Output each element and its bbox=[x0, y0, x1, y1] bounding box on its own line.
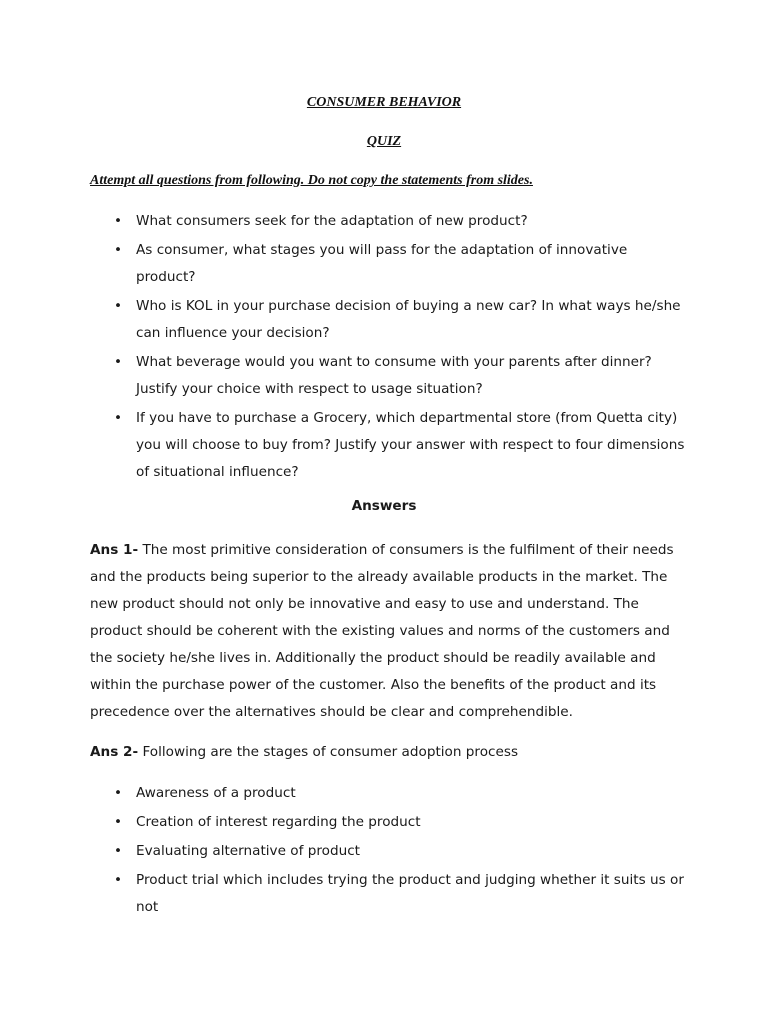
answers-heading: Answers bbox=[351, 498, 417, 514]
answer-1-paragraph bbox=[90, 537, 680, 726]
question-text: Who is KOL in your purchase decision of buying a new car? In what ways he/she can influence your decision? bbox=[136, 298, 681, 341]
list-item bbox=[112, 838, 688, 865]
answer-1-label: Ans 1- bbox=[90, 542, 139, 558]
answer-2-label: Ans 2- bbox=[90, 744, 139, 760]
list-item bbox=[112, 780, 688, 807]
stage-text: Evaluating alternative of product bbox=[136, 843, 360, 859]
bullet-icon: • bbox=[113, 213, 123, 229]
bullet-icon: • bbox=[113, 814, 123, 830]
list-item bbox=[112, 809, 688, 836]
adoption-stages-list bbox=[112, 780, 688, 923]
list-item bbox=[112, 237, 688, 291]
instruction-text: Attempt all questions from following. Do not copy the statements from slides. bbox=[90, 173, 533, 188]
list-item bbox=[112, 349, 688, 403]
answer-2-text: Following are the stages of consumer adoption process bbox=[138, 744, 519, 760]
bullet-icon: • bbox=[113, 242, 123, 258]
question-text: If you have to purchase a Grocery, which departmental store (from Quetta city) you will choose to buy from? Justify your answer with respect to four dimensions of situational influence? bbox=[136, 410, 685, 480]
bullet-icon: • bbox=[113, 843, 123, 859]
list-item bbox=[112, 293, 688, 347]
stage-text: Product trial which includes trying the product and judging whether it suits us or not bbox=[136, 872, 684, 915]
question-text: As consumer, what stages you will pass for the adaptation of innovative product? bbox=[136, 242, 628, 285]
document-title: CONSUMER BEHAVIOR bbox=[306, 95, 462, 110]
bullet-icon: • bbox=[113, 298, 123, 314]
document-subtitle: QUIZ bbox=[366, 134, 402, 149]
bullet-icon: • bbox=[113, 354, 123, 370]
stage-text: Creation of interest regarding the product bbox=[136, 814, 421, 830]
answer-2-paragraph bbox=[90, 739, 680, 766]
bullet-icon: • bbox=[113, 410, 123, 426]
question-text: What consumers seek for the adaptation of new product? bbox=[136, 213, 528, 229]
list-item bbox=[112, 208, 688, 235]
question-text: What beverage would you want to consume with your parents after dinner? Justify your choice with respect to usage situation? bbox=[136, 354, 652, 397]
bullet-icon: • bbox=[113, 872, 123, 888]
list-item bbox=[112, 405, 688, 486]
bullet-icon: • bbox=[113, 785, 123, 801]
stage-text: Awareness of a product bbox=[136, 785, 296, 801]
answer-1-text: The most primitive consideration of consumers is the fulfilment of their needs and the products being superior to the already available products in the market. The new product should not only be innovative and easy to use and understand. The product should be coherent with the existing values and norms of the customers and the society he/she lives in. Additionally the product should be readily available and within the purchase power of the customer. Also the benefits of the product and its precedence over the alternatives should be clear and comprehendible. bbox=[90, 542, 674, 720]
questions-list bbox=[112, 208, 688, 488]
list-item bbox=[112, 867, 688, 921]
